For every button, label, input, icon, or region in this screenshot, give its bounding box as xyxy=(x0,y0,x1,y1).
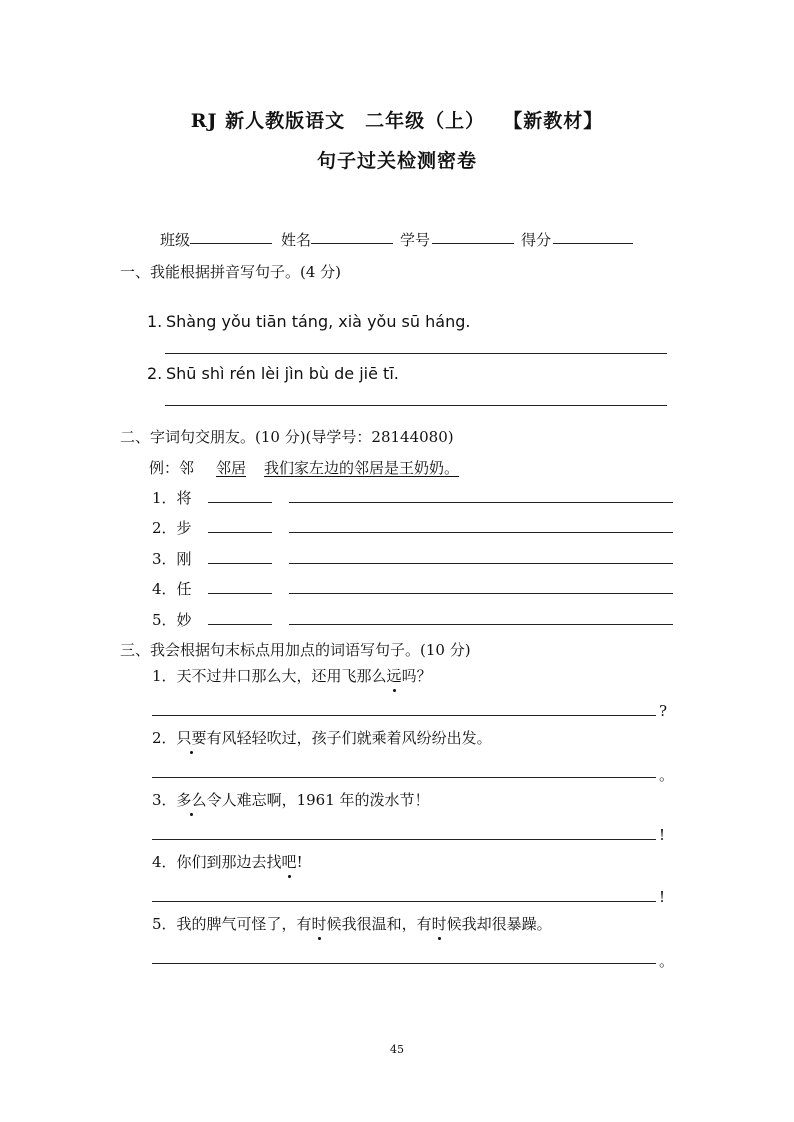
end-mark: ! xyxy=(659,888,666,906)
example-label: 例：邻 xyxy=(149,459,195,477)
sentence-blank[interactable] xyxy=(289,563,673,564)
word-blank[interactable] xyxy=(208,502,272,503)
pinyin-sentence: Shàng yǒu tiān táng, xià yǒu sū háng. xyxy=(166,312,471,331)
name-label: 姓名 xyxy=(281,231,312,249)
class-field[interactable] xyxy=(190,243,272,244)
word-item: 4．任 xyxy=(152,580,192,598)
word-item: 5．妙 xyxy=(152,611,192,629)
word-item: 3．刚 xyxy=(152,550,192,568)
word-blank[interactable] xyxy=(208,532,272,533)
sentence-prompt: 3．多么令人难忘啊，1961 年的泼水节！ xyxy=(152,791,430,809)
answer-line[interactable] xyxy=(165,353,667,354)
word-blank[interactable] xyxy=(208,593,272,594)
word-blank[interactable] xyxy=(208,624,272,625)
answer-line[interactable] xyxy=(152,901,656,902)
answer-line[interactable] xyxy=(165,405,667,406)
dotted-word: 多么 xyxy=(176,791,207,809)
end-mark: ! xyxy=(659,826,666,844)
end-mark: 。 xyxy=(659,952,675,970)
dotted-word: 吧 xyxy=(281,853,297,871)
answer-line[interactable] xyxy=(152,715,656,716)
section1-heading: 一、我能根据拼音写句子。(4 分) xyxy=(120,263,342,281)
sentence-prompt: 4．你们到那边去找吧! xyxy=(152,853,303,871)
name-field[interactable] xyxy=(311,243,393,244)
example-sentence: 我们家左边的邻居是王奶奶。 xyxy=(264,459,460,477)
sentence-blank[interactable] xyxy=(289,624,673,625)
section2-heading: 二、字词句交朋友。(10 分)(导学号：28144080) xyxy=(120,428,454,446)
word-blank[interactable] xyxy=(208,563,272,564)
student-number-field[interactable] xyxy=(432,243,514,244)
sentence-prompt: 2．只要有风轻轻吹过，孩子们就乘着风纷纷出发。 xyxy=(152,729,492,747)
student-number-label: 学号 xyxy=(400,231,431,249)
example-word: 邻居 xyxy=(216,459,247,477)
sentence-blank[interactable] xyxy=(289,532,673,533)
dotted-word: 只要 xyxy=(176,729,207,747)
dotted-word: 有时候 xyxy=(416,915,462,933)
answer-line[interactable] xyxy=(152,963,656,964)
page-title: RJ 新人教版语文 二年级（上） 【新教材】 xyxy=(190,110,604,132)
dotted-word: 远 xyxy=(386,667,402,685)
score-label: 得分 xyxy=(521,231,552,249)
word-item: 2．步 xyxy=(152,519,192,537)
sentence-blank[interactable] xyxy=(289,502,673,503)
page-subtitle: 句子过关检测密卷 xyxy=(316,150,477,172)
score-field[interactable] xyxy=(553,243,633,244)
word-item: 1．将 xyxy=(152,489,192,507)
pinyin-sentence: Shū shì rén lèi jìn bù de jiē tī. xyxy=(166,364,399,383)
sentence-prompt: 5．我的脾气可怪了，有时候我很温和，有时候我却很暴躁。 xyxy=(152,915,552,933)
sentence-prompt: 1．天不过井口那么大，还用飞那么远吗？ xyxy=(152,667,432,685)
class-label: 班级 xyxy=(160,231,191,249)
pinyin-item-number: 2. xyxy=(147,364,163,383)
answer-line[interactable] xyxy=(152,839,656,840)
answer-line[interactable] xyxy=(152,777,656,778)
sentence-blank[interactable] xyxy=(289,593,673,594)
end-mark: 。 xyxy=(659,766,675,784)
section3-heading: 三、我会根据句末标点用加点的词语写句子。(10 分) xyxy=(120,641,471,659)
end-mark: ? xyxy=(659,702,668,720)
dotted-word: 有时候 xyxy=(296,915,342,933)
page-number: 45 xyxy=(390,1043,404,1056)
pinyin-item-number: 1. xyxy=(147,312,163,331)
